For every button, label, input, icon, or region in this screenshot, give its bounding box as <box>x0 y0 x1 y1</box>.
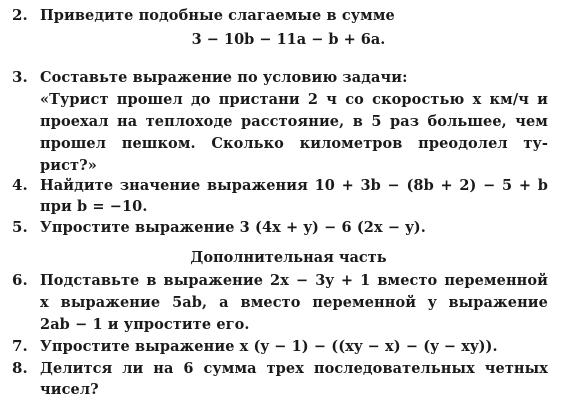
task-2-formula: 3 − 10b − 11a − b + 6a. <box>191 31 386 48</box>
task-text-line: рист?» <box>40 157 97 174</box>
task-text-line: Делится ли на 6 сумма трех последовательных четных <box>40 360 548 377</box>
task-number: 6. <box>12 271 28 289</box>
task-text-line: чисел? <box>40 381 99 398</box>
task-text-line: прошел пешком. Сколько километров преодолел ту- <box>40 135 548 152</box>
task-number: 8. <box>12 359 28 377</box>
task-text-line: Упростите выражение x (y − 1) − ((xy − x) − (y − xy)). <box>40 338 498 355</box>
section-heading: Дополнительная часть <box>190 249 387 266</box>
task-text-line: Подставьте в выражение 2x − 3y + 1 вместо переменной <box>40 272 548 289</box>
task-text-line: проехал на теплоходе расстояние, в 5 раз большее, чем <box>40 113 548 130</box>
task-text-line: Найдите значение выражения 10 + 3b − (8b + 2) − 5 + b <box>40 177 548 194</box>
task-text-line: Приведите подобные слагаемые в сумме <box>40 7 395 24</box>
task-text-line: при b = −10. <box>40 198 148 215</box>
task-number: 5. <box>12 218 28 236</box>
task-text-line: Составьте выражение по условию задачи: <box>40 69 408 86</box>
task-text-line: Упростите выражение 3 (4x + y) − 6 (2x − y). <box>40 219 426 236</box>
task-text-line: x выражение 5ab, а вместо переменной y выражение <box>40 294 548 311</box>
task-number: 4. <box>12 176 28 194</box>
task-number: 7. <box>12 337 28 355</box>
task-text-line: «Турист прошел до пристани 2 ч со скоростью x км/ч и <box>40 91 548 108</box>
task-number: 3. <box>12 68 28 86</box>
task-text-line: 2ab − 1 и упростите его. <box>40 316 250 333</box>
task-number: 2. <box>12 6 28 24</box>
